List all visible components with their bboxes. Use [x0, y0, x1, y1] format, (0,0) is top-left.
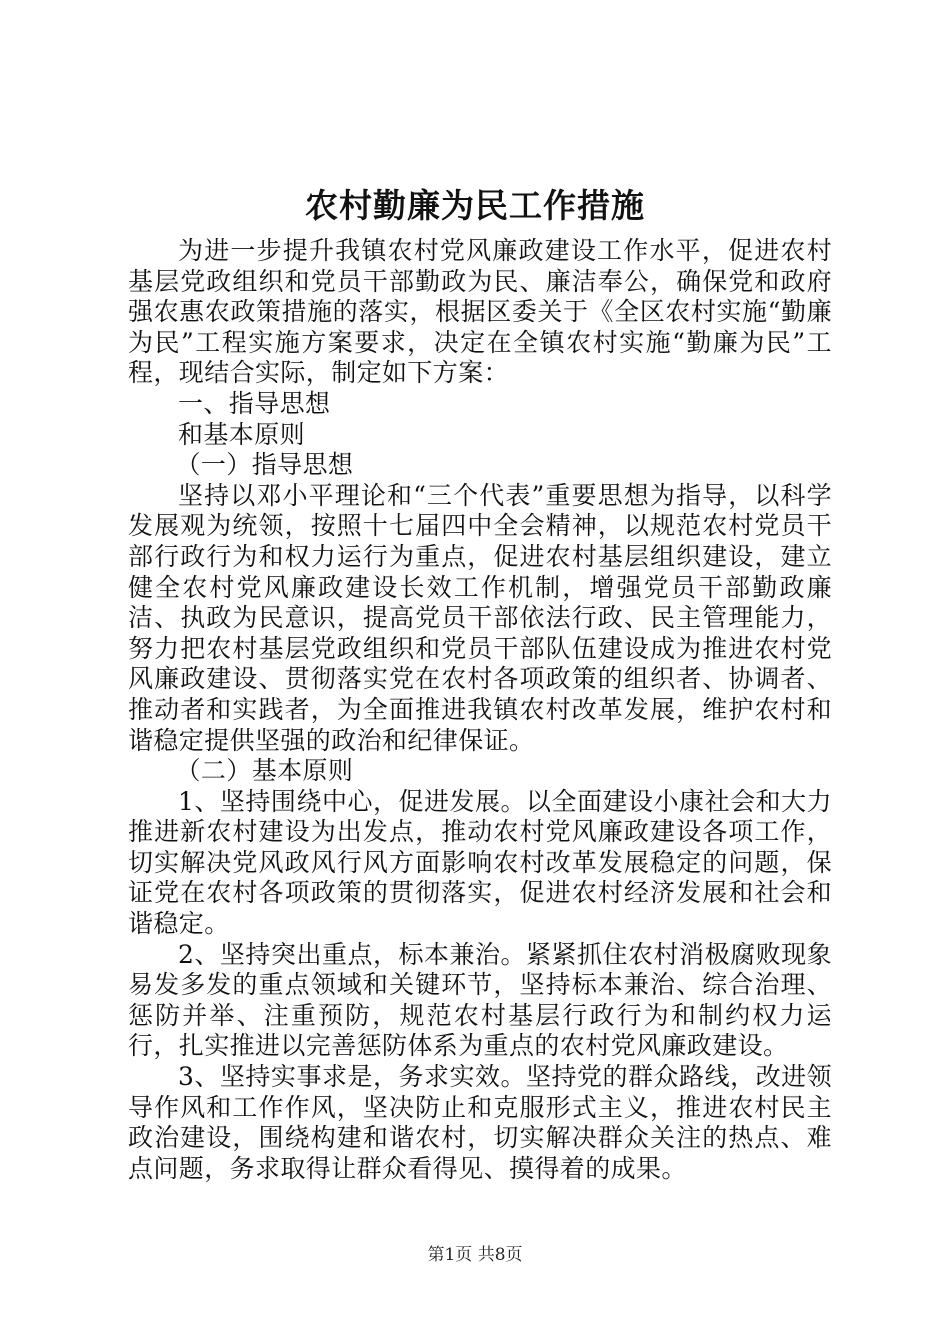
intro-paragraph: 为进一步提升我镇农村党风廉政建设工作水平，促进农村基层党政组织和党员干部勤政为民、廉洁奉公，确保党和政府强农惠农政策措施的落实，根据区委关于《全区农村实施“勤廉为民”工程实施方案要求，决定在全镇农村实施“勤廉为民”工程，现结合实际，制定如下方案： — [128, 236, 832, 388]
page-number-footer: 第1页 共8页 — [427, 1245, 523, 1265]
subsection-heading-guiding-thought: （一）指导思想 — [175, 450, 354, 480]
principle-paragraph-2: 2、坚持突出重点，标本兼治。紧紧抓住农村消极腐败现象易发多发的重点领域和关键环节，坚持标本兼治、综合治理、惩防并举、注重预防，规范农村基层行政行为和制约权力运行，扎实推进以完善惩防体系为重点的农村党风廉政建设。 — [128, 939, 832, 1061]
principle-paragraph-1: 1、坚持围绕中心，促进发展。以全面建设小康社会和大力推进新农村建设为出发点，推动农村党风廉政建设各项工作，切实解决党风政风行风方面影响农村改革发展稳定的问题，保证党在农村各项政策的贯彻落实，促进农村经济发展和社会和谐稳定。 — [128, 786, 832, 939]
section-heading-continued: 和基本原则 — [178, 419, 306, 449]
guiding-thought-paragraph: 坚持以邓小平理论和“三个代表”重要思想为指导，以科学发展观为统领，按照十七届四中全会精神，以规范农村党员干部行政行为和权力运行为重点，促进农村基层组织建设，建立健全农村党风廉政建设长效工作机制，增强党员干部勤政廉洁、执政为民意识，提高党员干部依法行政、民主管理能力，努力把农村基层党政组织和党员干部队伍建设成为推进农村党风廉政建设、贯彻落实党在农村各项政策的组织者、协调者、推动者和实践者，为全面推进我镇农村改革发展，维护农村和谐稳定提供坚强的政治和纪律保证。 — [128, 480, 832, 755]
document-body — [128, 236, 832, 1184]
section-heading: 一、指导思想 — [178, 388, 331, 418]
subsection-heading-basic-principles: （二）基本原则 — [175, 756, 354, 786]
document-title: 农村勤廉为民工作措施 — [305, 186, 645, 225]
principle-paragraph-3: 3、坚持实事求是，务求实效。坚持党的群众路线，改进领导作风和工作作风，坚决防止和克服形式主义，推进农村民主政治建设，围绕构建和谐农村，切实解决群众关注的热点、难点问题，务求取得让群众看得见、摸得着的成果。 — [128, 1062, 832, 1183]
